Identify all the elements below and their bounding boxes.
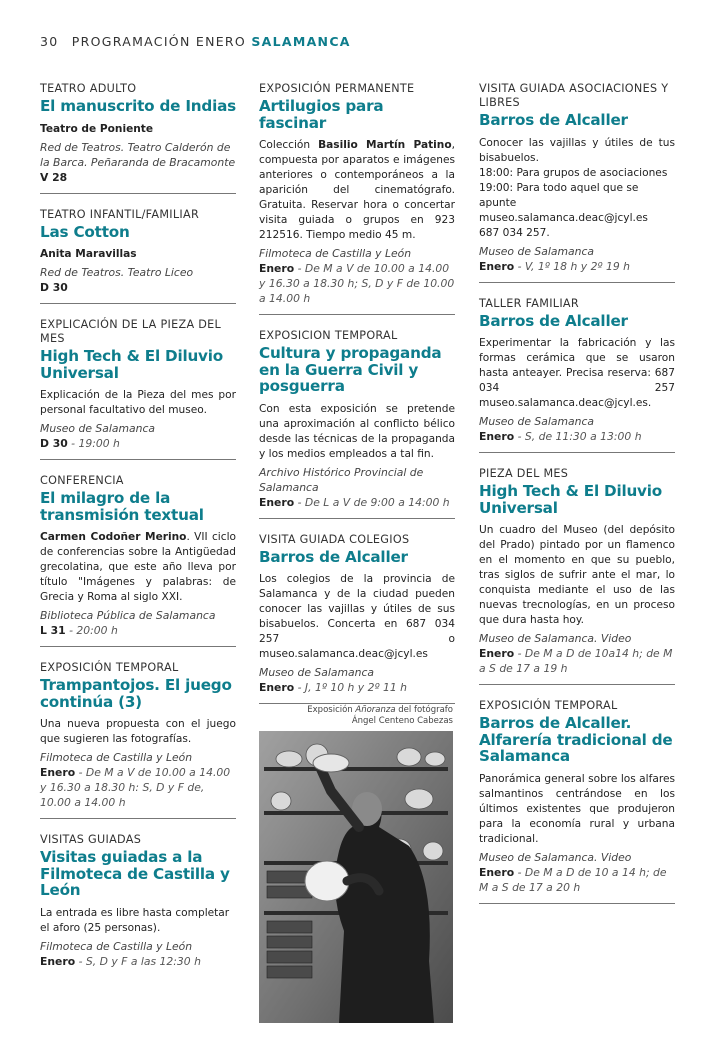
- event-card: [40, 82, 236, 194]
- event-place: Filmoteca de Castilla y León: [40, 751, 193, 764]
- event-category: CONFERENCIA: [40, 474, 124, 487]
- event-date: V 28: [40, 170, 68, 184]
- event-category: EXPOSICIÓN TEMPORAL: [40, 661, 179, 674]
- event-detail-line: 19:00: Para todo aquel que se apunte: [479, 181, 639, 209]
- event-title: Barros de Alcaller. Alfarería tradicional de Salamanca: [479, 714, 673, 765]
- event-category: VISITA GUIADA ASOCIACIONES Y LIBRES: [479, 82, 669, 109]
- photo-caption: Exposición Añoranza del fotógrafo Ángel Centeno Cabezas: [307, 705, 453, 726]
- city-name: SALAMANCA: [251, 34, 351, 49]
- event-detail-line: museo.salamanca.deac@jcyl.es: [479, 211, 648, 224]
- exhibition-photo: [259, 731, 453, 1023]
- event-title: Artilugios para fascinar: [259, 97, 384, 132]
- event-title: El milagro de la transmisión textual: [40, 489, 204, 524]
- event-card: [40, 318, 236, 460]
- event-description: Explicación de la Pieza del mes por personal facultativo del museo.: [40, 389, 236, 416]
- event-description: Una nueva propuesta con el juego que sugieren las fotografías.: [40, 718, 236, 745]
- event-description: Colección Basilio Martín Patino, compuesta por aparatos e imágenes anteriores o contemporáneos a la aparición del cinematógrafo. Gratuita. Reservar hora o concertar visita guiada o grupos en 923 212516. Tiempo medio 45 m.: [259, 139, 455, 241]
- event-detail-line: 687 034 257.: [479, 226, 550, 239]
- event-description: La entrada es libre hasta completar el aforo (25 personas).: [40, 906, 230, 934]
- event-category: TALLER FAMILIAR: [479, 296, 579, 310]
- event-description: Conocer las vajillas y útiles de tus bisabuelos.: [479, 136, 675, 164]
- event-place: Museo de Salamanca: [479, 415, 595, 428]
- event-title: Visitas guiadas a la Filmoteca de Castilla y León: [40, 848, 230, 899]
- event-date: D 30: [40, 281, 68, 294]
- event-title: Cultura y propaganda en la Guerra Civil y posguerra: [259, 344, 442, 395]
- page-number: 30: [40, 34, 59, 49]
- event-description: Carmen Codoñer Merino. VII ciclo de conferencias sobre la Antigüedad grecolatina, que este año lleva por título "Imágenes y palabras: de Grecia y Roma al siglo XXI.: [40, 531, 236, 603]
- event-place: Archivo Histórico Provincial de Salamanca: [259, 465, 424, 494]
- event-place: Red de Teatros. Teatro Calderón de la Barca. Peñaranda de Bracamonte: [40, 140, 236, 169]
- event-category: VISITA GUIADA COLEGIOS: [259, 532, 410, 546]
- event-description: Los colegios de la provincia de Salamanca y de la ciudad pueden conocer las vajillas y útiles de sus bisabuelos. Concerta en 687 034 257 o museo.salamanca.deac@jcyl.es: [259, 573, 455, 660]
- event-title: El manuscrito de Indias: [40, 97, 236, 115]
- event-company: Teatro de Poniente: [40, 122, 154, 135]
- event-date: Enero - V, 1º 18 h y 2º 19 h: [479, 259, 630, 273]
- section-title: PROGRAMACIÓN ENERO: [71, 34, 247, 49]
- event-card: [40, 661, 236, 819]
- event-card: [479, 699, 675, 904]
- event-card: [479, 297, 675, 454]
- event-title: Barros de Alcaller: [259, 547, 408, 566]
- event-category: TEATRO ADULTO: [40, 82, 137, 95]
- event-category: VISITAS GUIADAS: [40, 833, 142, 846]
- column-3: [479, 80, 675, 918]
- event-place: Museo de Salamanca. Video: [479, 850, 632, 864]
- event-date: Enero - De L a V de 9:00 a 14:00 h: [259, 495, 450, 509]
- event-date: Enero - De M a V de 10.00 a 14.00 y 16.30 a 18.30 h; S, D y F de 10.00 a 14.00 h: [259, 262, 455, 305]
- event-category: EXPOSICIÓN PERMANENTE: [259, 82, 415, 95]
- event-detail-line: 18:00: Para grupos de asociaciones: [479, 166, 668, 179]
- event-category: EXPOSICIÓN TEMPORAL: [479, 699, 618, 712]
- event-category: EXPLICACIÓN DE LA PIEZA DEL MES: [40, 318, 222, 345]
- event-place: Red de Teatros. Teatro Liceo: [40, 266, 194, 279]
- event-title: High Tech & El Diluvio Universal: [479, 482, 663, 517]
- event-card: [259, 82, 455, 315]
- event-date: Enero - S, D y F a las 12:30 h: [40, 954, 201, 968]
- event-card: [40, 474, 236, 647]
- column-1: [40, 80, 236, 991]
- event-category: TEATRO INFANTIL/FAMILIAR: [40, 207, 200, 221]
- event-category: PIEZA DEL MES: [479, 467, 569, 480]
- event-date: Enero - De M a D de 10a14 h; de M a S de 17 a 19 h: [479, 647, 673, 675]
- event-date: Enero - S, de 11:30 a 13:00 h: [479, 430, 642, 443]
- event-title: Trampantojos. El juego continúa (3): [40, 676, 232, 711]
- event-category: EXPOSICION TEMPORAL: [259, 329, 398, 342]
- event-title: Las Cotton: [40, 222, 130, 241]
- event-description: Con esta exposición se pretende una aproximación al conflicto bélico desde las técnicas de la propaganda y los medios empleados a tal fin.: [259, 402, 455, 460]
- event-date: Enero - De M a V de 10.00 a 14.00 y 16.30 a 18.30 h: S, D y F de, 10.00 a 14.00 h: [40, 766, 231, 809]
- event-date: D 30 - 19:00 h: [40, 437, 120, 450]
- event-card: [40, 208, 236, 305]
- event-date: L 31 - 20:00 h: [40, 624, 118, 637]
- event-place: Filmoteca de Castilla y León: [40, 939, 193, 953]
- event-title: High Tech & El Diluvio Universal: [40, 347, 224, 382]
- event-place: Museo de Salamanca: [259, 666, 375, 679]
- event-title: Barros de Alcaller: [479, 111, 628, 129]
- event-place: Museo de Salamanca: [479, 244, 595, 258]
- event-card: [479, 82, 675, 283]
- event-card: [259, 329, 455, 519]
- event-place: Museo de Salamanca: [40, 422, 156, 435]
- event-date: Enero - De M a D de 10 a 14 h; de M a S de 17 a 20 h: [479, 865, 667, 894]
- event-place: Filmoteca de Castilla y León: [259, 247, 412, 260]
- event-place: Biblioteca Pública de Salamanca: [40, 609, 216, 622]
- column-2: [259, 80, 455, 718]
- event-company: Anita Maravillas: [40, 248, 137, 260]
- event-description: Panorámica general sobre los alfares salmantinos centrándose en los últimos existentes que produjeron para la economía rural y urbana tradicional.: [479, 772, 675, 845]
- event-card: [40, 833, 236, 977]
- event-card: [259, 533, 455, 705]
- event-card: [479, 467, 675, 685]
- event-date: Enero - J, 1º 10 h y 2º 11 h: [259, 681, 408, 694]
- page-header: [40, 34, 351, 49]
- event-title: Barros de Alcaller: [479, 311, 628, 330]
- event-description: Un cuadro del Museo (del depósito del Prado) pintado por un flamenco en el momento en que su pueblo, tras siglos de sufrir ante el mar, lo conquista mediante el uso de las nuevas trecnologías, en un proceso que dura hasta hoy.: [479, 524, 675, 626]
- event-place: Museo de Salamanca. Video: [479, 632, 632, 645]
- event-description: Experimentar la fabricación y las formas cerámica que se usaron hasta anteayer. Precisa reserva: 687 034 257 museo.salamanca.deac@jcyl.es.: [479, 337, 675, 409]
